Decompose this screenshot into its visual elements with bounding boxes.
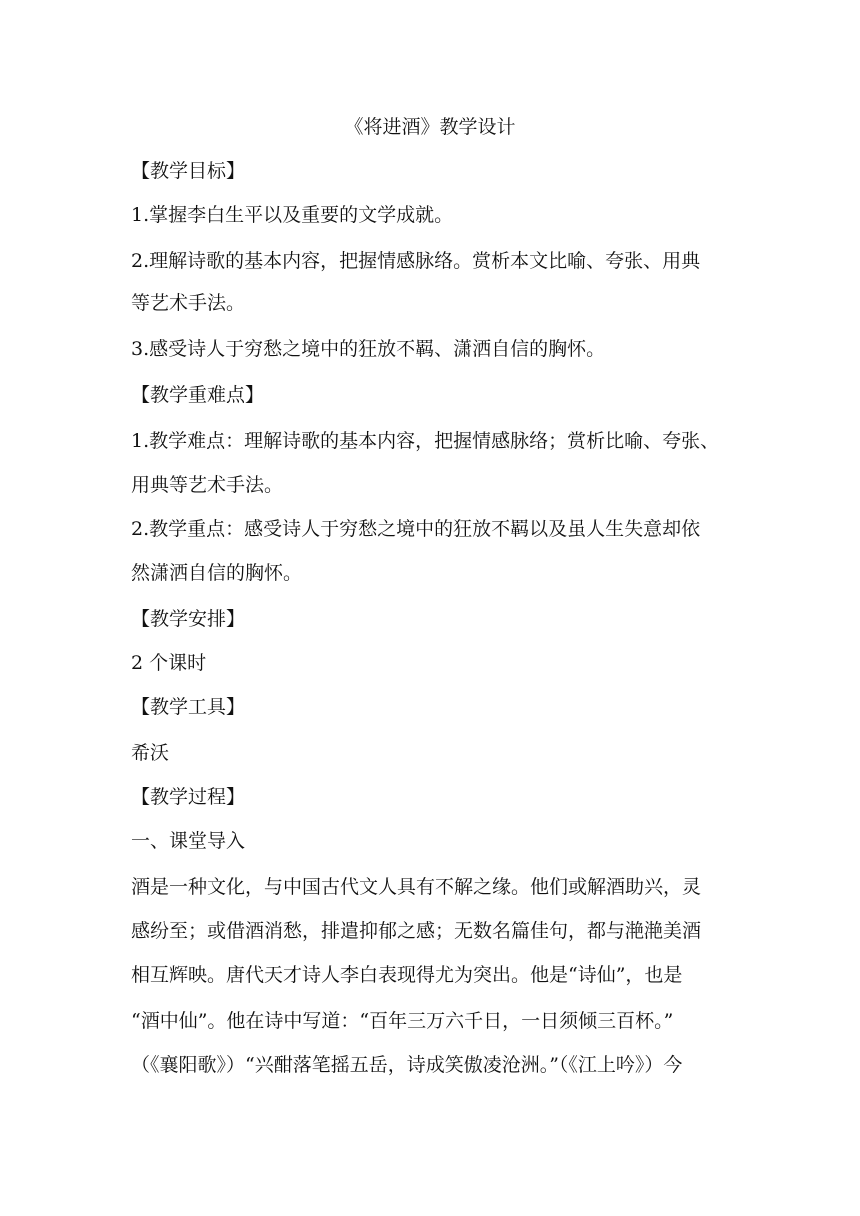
document-title: 《将进酒》教学设计 bbox=[344, 116, 516, 138]
section-heading-schedule: 【教学安排】 bbox=[131, 608, 246, 630]
intro-paragraph-line-1: 酒是一种文化，与中国古代文人具有不解之缘。他们或解酒助兴，灵 bbox=[131, 876, 702, 898]
objective-2-line-1: 2.理解诗歌的基本内容，把握情感脉络。赏析本文比喻、夸张、用典 bbox=[131, 250, 701, 272]
objective-2-line-2: 等艺术手法。 bbox=[131, 292, 246, 314]
schedule-text: 2 个课时 bbox=[131, 652, 207, 674]
difficulty-line-1: 1.教学难点：理解诗歌的基本内容，把握情感脉络；赏析比喻、夸张、 bbox=[131, 430, 720, 452]
difficulty-line-2: 用典等艺术手法。 bbox=[131, 474, 284, 496]
tools-text: 希沃 bbox=[131, 742, 170, 764]
intro-paragraph-line-4: “酒中仙”。他在诗中写道：“百年三万六千日，一日须倾三百杯。” bbox=[131, 1010, 674, 1032]
section-heading-objectives: 【教学目标】 bbox=[131, 160, 246, 182]
section-heading-key-points: 【教学重难点】 bbox=[131, 384, 265, 406]
section-heading-process: 【教学过程】 bbox=[131, 786, 246, 808]
intro-paragraph-line-2: 感纷至；或借酒消愁，排遣抑郁之感；无数名篇佳句，都与滟滟美酒 bbox=[131, 920, 702, 942]
objective-3: 3.感受诗人于穷愁之境中的狂放不羁、潇洒自信的胸怀。 bbox=[131, 338, 606, 360]
objective-1: 1.掌握李白生平以及重要的文学成就。 bbox=[131, 204, 454, 226]
section-heading-tools: 【教学工具】 bbox=[131, 696, 246, 718]
intro-paragraph-line-3: 相互辉映。唐代天才诗人李白表现得尤为突出。他是“诗仙”，也是 bbox=[131, 964, 683, 986]
process-step-1-heading: 一、课堂导入 bbox=[131, 830, 246, 852]
key-point-line-1: 2.教学重点：感受诗人于穷愁之境中的狂放不羁以及虽人生失意却依 bbox=[131, 518, 701, 540]
key-point-line-2: 然潇洒自信的胸怀。 bbox=[131, 562, 303, 584]
intro-paragraph-line-5: （《襄阳歌》）“兴酣落笔摇五岳，诗成笑傲凌沧洲。”（《江上吟》）今 bbox=[131, 1054, 683, 1076]
